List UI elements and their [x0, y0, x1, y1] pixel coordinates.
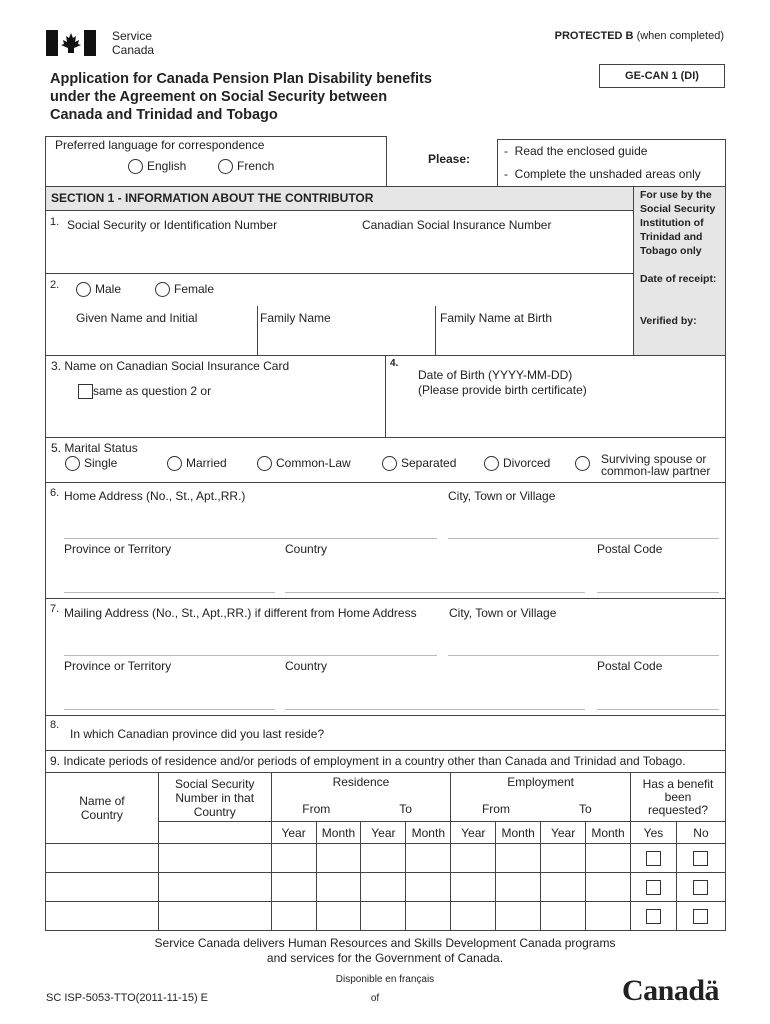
q8-label: In which Canadian province did you last reside? — [70, 727, 325, 741]
date-cell[interactable] — [586, 873, 631, 902]
date-cell[interactable] — [496, 844, 541, 873]
same-as-q2-checkbox[interactable] — [78, 384, 93, 399]
page-of-label: of — [370, 993, 380, 1004]
residence-to-header: To — [361, 798, 451, 822]
please-label: Please: — [428, 152, 471, 166]
given-name-label: Given Name and Initial — [76, 311, 198, 325]
family-name-birth-field[interactable] — [440, 328, 630, 352]
mailing-address-label: Mailing Address (No., St., Apt.,RR.) if different from Home Address — [64, 606, 417, 620]
form-title: Application for Canada Pension Plan Disability benefits under the Agreement on Social Security between Canada and Trinidad and Tobago — [50, 71, 432, 123]
protected-notice: PROTECTED B (when completed) — [554, 30, 724, 42]
married-option[interactable]: Married — [167, 456, 227, 471]
benefit-no-checkbox[interactable] — [693, 909, 708, 924]
instruction-guide: - Read the enclosed guide — [504, 144, 648, 158]
date-cell[interactable] — [451, 902, 496, 931]
date-cell[interactable] — [496, 902, 541, 931]
date-cell[interactable] — [406, 902, 451, 931]
home-postal-label: Postal Code — [597, 542, 663, 556]
home-address-label: Home Address (No., St., Apt.,RR.) — [64, 489, 246, 503]
home-city-field[interactable] — [448, 506, 718, 536]
date-cell[interactable] — [586, 844, 631, 873]
res-to-month-header: Month — [406, 822, 451, 844]
canada-flag-logo — [46, 30, 96, 56]
benefit-yes-cell — [630, 902, 676, 931]
employment-header: Employment — [451, 773, 631, 798]
q2-number: 2. — [50, 279, 60, 291]
benefit-no-cell — [676, 844, 725, 873]
date-cell[interactable] — [361, 902, 406, 931]
table-row — [46, 873, 726, 902]
benefit-yes-checkbox[interactable] — [646, 851, 661, 866]
home-address-field[interactable] — [64, 506, 439, 536]
given-name-field[interactable] — [50, 328, 255, 352]
q9-label: 9. Indicate periods of residence and/or periods of employment in a country other than Canada and Trinidad and Tobago. — [50, 754, 686, 768]
mailing-postal-field[interactable] — [597, 677, 719, 707]
home-country-label: Country — [285, 542, 328, 556]
benefit-no-checkbox[interactable] — [693, 880, 708, 895]
country-cell[interactable] — [46, 873, 159, 902]
date-cell[interactable] — [541, 873, 586, 902]
dob-sublabel: (Please provide birth certificate) — [418, 383, 587, 397]
home-country-field[interactable] — [285, 560, 585, 590]
date-cell[interactable] — [451, 873, 496, 902]
date-cell[interactable] — [316, 902, 361, 931]
q8-number: 8. — [50, 719, 60, 731]
section1-title: SECTION 1 - INFORMATION ABOUT THE CONTRIBUTOR — [51, 191, 374, 205]
q1-number: 1. — [50, 216, 60, 228]
home-postal-field[interactable] — [597, 560, 719, 590]
family-name-label: Family Name — [260, 311, 331, 325]
country-cell[interactable] — [46, 902, 159, 931]
male-option[interactable]: Male — [76, 282, 121, 297]
mailing-address-field[interactable] — [64, 623, 439, 653]
date-cell[interactable] — [361, 873, 406, 902]
family-name-birth-label: Family Name at Birth — [440, 311, 553, 325]
benefit-header: Has a benefit been requested? — [630, 773, 725, 822]
employment-from-header: From — [451, 798, 541, 822]
q1-sin-label: Canadian Social Insurance Number — [362, 218, 552, 232]
date-cell[interactable] — [406, 844, 451, 873]
table-row — [46, 844, 726, 873]
language-label: Preferred language for correspondence — [55, 138, 265, 152]
benefit-no-cell — [676, 902, 725, 931]
date-cell[interactable] — [451, 844, 496, 873]
res-from-month-header: Month — [316, 822, 361, 844]
q6-number: 6. — [50, 487, 60, 499]
english-radio[interactable] — [128, 159, 143, 174]
res-from-year-header: Year — [271, 822, 316, 844]
date-cell[interactable] — [496, 873, 541, 902]
ssn-header-spacer — [158, 822, 271, 844]
residence-header: Residence — [271, 773, 451, 798]
dob-label: Date of Birth (YYYY-MM-DD) — [418, 368, 573, 382]
form-code: GE-CAN 1 (DI) — [599, 64, 725, 88]
benefit-yes-checkbox[interactable] — [646, 880, 661, 895]
benefit-yes-cell — [630, 844, 676, 873]
sin-field[interactable] — [362, 238, 622, 268]
benefit-yes-checkbox[interactable] — [646, 909, 661, 924]
married-radio[interactable] — [167, 456, 182, 471]
date-cell[interactable] — [271, 873, 316, 902]
mailing-city-label: City, Town or Village — [449, 606, 557, 620]
surviving-spouse-label: Surviving spouse or common-law partner — [601, 452, 711, 478]
french-radio[interactable] — [218, 159, 233, 174]
col-ssn-header: Social Security Number in that Country — [158, 773, 271, 822]
divorced-radio[interactable] — [484, 456, 499, 471]
emp-from-month-header: Month — [496, 822, 541, 844]
common-law-radio[interactable] — [257, 456, 272, 471]
family-name-field[interactable] — [260, 328, 432, 352]
country-cell[interactable] — [46, 844, 159, 873]
last-province-field[interactable] — [340, 720, 720, 746]
home-province-field[interactable] — [64, 560, 274, 590]
divorced-option[interactable]: Divorced — [484, 456, 550, 471]
ssn-cell[interactable] — [158, 873, 271, 902]
separated-option[interactable]: Separated — [382, 456, 456, 471]
employment-to-header: To — [541, 798, 631, 822]
date-cell[interactable] — [541, 844, 586, 873]
female-option[interactable]: Female — [155, 282, 214, 297]
q4-number: 4. — [390, 358, 399, 369]
office-use-title: For use by the Social Security Institution of Trinidad and Tobago only — [640, 189, 716, 257]
date-cell[interactable] — [586, 902, 631, 931]
footer-statement: Service Canada delivers Human Resources and Skills Development Canada programs and services for the Government of Canada. — [154, 936, 616, 965]
single-radio[interactable] — [65, 456, 80, 471]
mailing-province-field[interactable] — [64, 677, 274, 707]
date-cell[interactable] — [316, 844, 361, 873]
male-radio[interactable] — [76, 282, 91, 297]
common-law-option[interactable]: Common-Law — [257, 456, 351, 471]
home-province-label: Province or Territory — [64, 542, 172, 556]
dept-name-line1: Service — [112, 29, 153, 43]
q5-label: 5. Marital Status — [51, 441, 138, 455]
benefit-yes-header: Yes — [630, 822, 676, 844]
benefit-no-cell — [676, 873, 725, 902]
surviving-spouse-radio[interactable] — [575, 456, 590, 471]
instruction-unshaded: - Complete the unshaded areas only — [504, 167, 701, 181]
dob-field[interactable] — [418, 402, 718, 432]
home-city-label: City, Town or Village — [448, 489, 556, 503]
mailing-province-label: Province or Territory — [64, 659, 172, 673]
q7-number: 7. — [50, 603, 60, 615]
female-radio[interactable] — [155, 282, 170, 297]
col-country-header: Name of Country — [46, 773, 159, 844]
date-cell[interactable] — [271, 902, 316, 931]
mailing-postal-label: Postal Code — [597, 659, 663, 673]
verified-by-label: Verified by: — [640, 315, 697, 327]
date-of-receipt-label: Date of receipt: — [640, 273, 717, 285]
res-to-year-header: Year — [361, 822, 406, 844]
table-row — [46, 902, 726, 931]
date-cell[interactable] — [406, 873, 451, 902]
date-cell[interactable] — [541, 902, 586, 931]
date-cell[interactable] — [271, 844, 316, 873]
mailing-country-field[interactable] — [285, 677, 585, 707]
separated-radio[interactable] — [382, 456, 397, 471]
q1-ss-label: Social Security or Identification Number — [67, 218, 278, 232]
single-option[interactable]: Single — [65, 456, 117, 471]
residence-from-header: From — [271, 798, 361, 822]
benefit-yes-cell — [630, 873, 676, 902]
dept-name-line2: Canada — [112, 43, 155, 57]
sin-card-name-field[interactable] — [50, 405, 380, 433]
q3-label: 3. Name on Canadian Social Insurance Card — [51, 359, 290, 373]
benefit-no-checkbox[interactable] — [693, 851, 708, 866]
emp-to-month-header: Month — [586, 822, 631, 844]
french-availability: Disponible en français — [335, 974, 435, 985]
ss-number-field[interactable] — [66, 238, 346, 268]
employment-table — [45, 772, 726, 931]
same-as-q2-option[interactable]: same as question 2 or — [78, 384, 211, 399]
surviving-spouse-option[interactable] — [575, 456, 594, 471]
form-id: SC ISP-5053-TTO(2011-11-15) E — [46, 992, 209, 1004]
language-french-option[interactable]: French — [218, 159, 274, 174]
date-cell[interactable] — [361, 844, 406, 873]
mailing-city-field[interactable] — [448, 623, 718, 653]
date-cell[interactable] — [316, 873, 361, 902]
ssn-cell[interactable] — [158, 844, 271, 873]
emp-to-year-header: Year — [541, 822, 586, 844]
language-english-option[interactable]: English — [128, 159, 186, 174]
ssn-cell[interactable] — [158, 902, 271, 931]
benefit-no-header: No — [676, 822, 725, 844]
emp-from-year-header: Year — [451, 822, 496, 844]
canada-wordmark: Canadä — [622, 974, 720, 1007]
mailing-country-label: Country — [285, 659, 328, 673]
